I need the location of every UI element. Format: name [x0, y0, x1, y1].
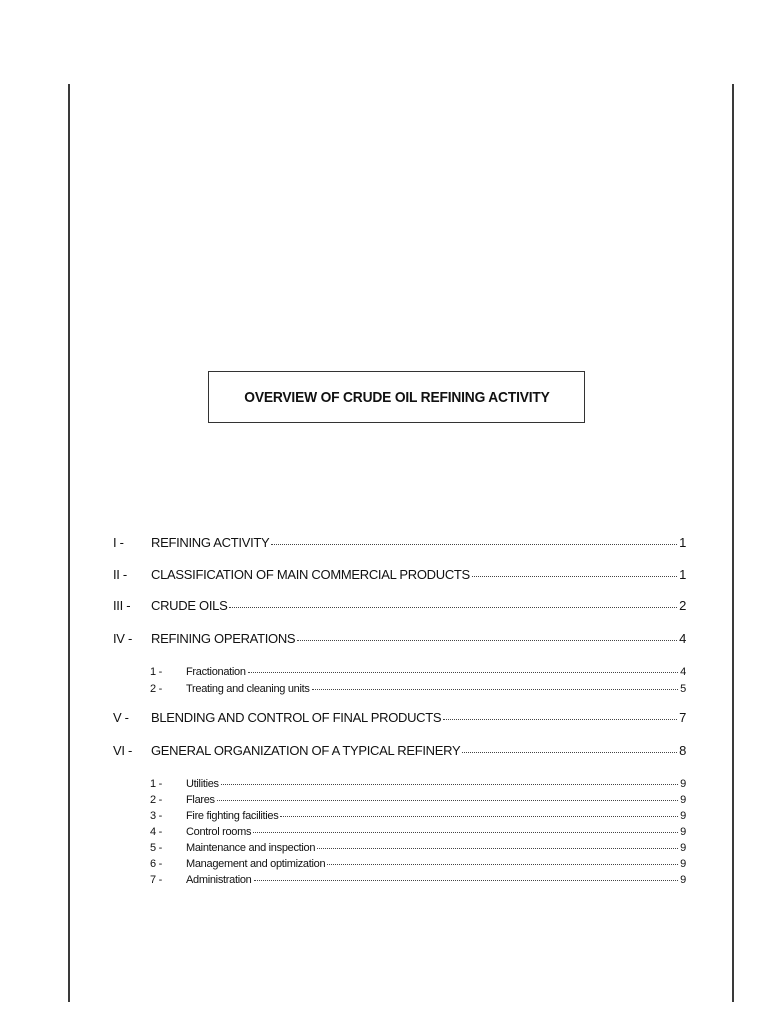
toc-subentry-maintenance[interactable] [150, 839, 686, 854]
toc-page-number: 1 [679, 567, 686, 582]
toc-entry-label: BLENDING AND CONTROL OF FINAL PRODUCTS [151, 710, 442, 725]
toc-roman-numeral: I - [113, 535, 124, 550]
toc-subentry-label: Administration [186, 874, 252, 886]
toc-subentry-label: Flares [186, 794, 215, 806]
toc-page-number: 1 [679, 535, 686, 550]
toc-page-number: 8 [679, 743, 686, 758]
toc-entry-label: REFINING OPERATIONS [151, 631, 296, 646]
toc-page-number: 4 [680, 666, 686, 678]
document-title-box [208, 371, 585, 423]
toc-dot-leader [462, 739, 677, 753]
toc-entry-refining-operations[interactable] [113, 629, 686, 646]
toc-dot-leader [312, 678, 679, 690]
toc-entry-blending[interactable] [113, 708, 686, 725]
toc-entry-label: CRUDE OILS [151, 598, 228, 613]
toc-subentry-label: Management and optimization [186, 858, 326, 870]
toc-subentry-flares[interactable] [150, 791, 686, 806]
toc-page-number: 9 [680, 810, 686, 822]
toc-entry-refining-activity[interactable] [113, 533, 686, 550]
toc-dot-leader [248, 661, 678, 673]
toc-roman-numeral: IV - [113, 631, 133, 646]
toc-page-number: 9 [680, 826, 686, 838]
toc-roman-numeral: II - [113, 567, 127, 582]
toc-sub-number: 2 - [150, 683, 162, 695]
toc-page-number: 9 [680, 842, 686, 854]
toc-entry-label: REFINING ACTIVITY [151, 535, 270, 550]
toc-sub-number: 2 - [150, 794, 162, 806]
toc-page-number: 9 [680, 874, 686, 886]
toc-dot-leader [217, 789, 678, 801]
toc-dot-leader [221, 773, 678, 785]
toc-subentry-label: Control rooms [186, 826, 252, 838]
toc-subentry-label: Treating and cleaning units [186, 683, 310, 695]
toc-page-number: 2 [679, 598, 686, 613]
toc-roman-numeral: V - [113, 710, 129, 725]
toc-dot-leader [317, 837, 678, 849]
toc-dot-leader [443, 706, 677, 720]
toc-entry-crude-oils[interactable] [113, 596, 686, 613]
toc-subentry-label: Utilities [186, 778, 219, 790]
toc-subentry-label: Maintenance and inspection [186, 842, 316, 854]
toc-page-number: 9 [680, 858, 686, 870]
toc-dot-leader [229, 594, 677, 608]
toc-roman-numeral: III - [113, 598, 131, 613]
toc-subentry-treating[interactable] [150, 680, 686, 695]
toc-page-number: 4 [679, 631, 686, 646]
toc-dot-leader [297, 627, 677, 641]
toc-page-number: 9 [680, 794, 686, 806]
toc-subentry-administration[interactable] [150, 871, 686, 886]
toc-dot-leader [280, 805, 678, 817]
toc-dot-leader [472, 563, 677, 577]
toc-entry-label: GENERAL ORGANIZATION OF A TYPICAL REFINERY [151, 743, 461, 758]
toc-page-number: 5 [680, 683, 686, 695]
toc-entry-label: CLASSIFICATION OF MAIN COMMERCIAL PRODUCTS [151, 567, 470, 582]
toc-sub-number: 6 - [150, 858, 162, 870]
toc-dot-leader [254, 869, 679, 881]
toc-dot-leader [253, 821, 678, 833]
toc-sub-number: 1 - [150, 778, 162, 790]
toc-sub-number: 4 - [150, 826, 162, 838]
toc-roman-numeral: VI - [113, 743, 133, 758]
toc-sub-number: 5 - [150, 842, 162, 854]
toc-subentry-label: Fire fighting facilities [186, 810, 279, 822]
toc-subentry-management[interactable] [150, 855, 686, 870]
toc-page-number: 7 [679, 710, 686, 725]
toc-page-number: 9 [680, 778, 686, 790]
toc-subentry-label: Fractionation [186, 666, 246, 678]
page-right-edge [732, 84, 734, 1002]
toc-sub-number: 1 - [150, 666, 162, 678]
toc-subentry-control-rooms[interactable] [150, 823, 686, 838]
toc-sub-number: 3 - [150, 810, 162, 822]
toc-entry-classification[interactable] [113, 565, 686, 582]
toc-subentry-fractionation[interactable] [150, 663, 686, 678]
toc-dot-leader [271, 531, 677, 545]
toc-entry-general-organization[interactable] [113, 741, 686, 758]
page-left-edge [68, 84, 70, 1002]
toc-subentry-fire-fighting[interactable] [150, 807, 686, 822]
toc-subentry-utilities[interactable] [150, 775, 686, 790]
toc-sub-number: 7 - [150, 874, 162, 886]
document-title: OVERVIEW OF CRUDE OIL REFINING ACTIVITY [243, 388, 550, 406]
toc-dot-leader [327, 853, 678, 865]
